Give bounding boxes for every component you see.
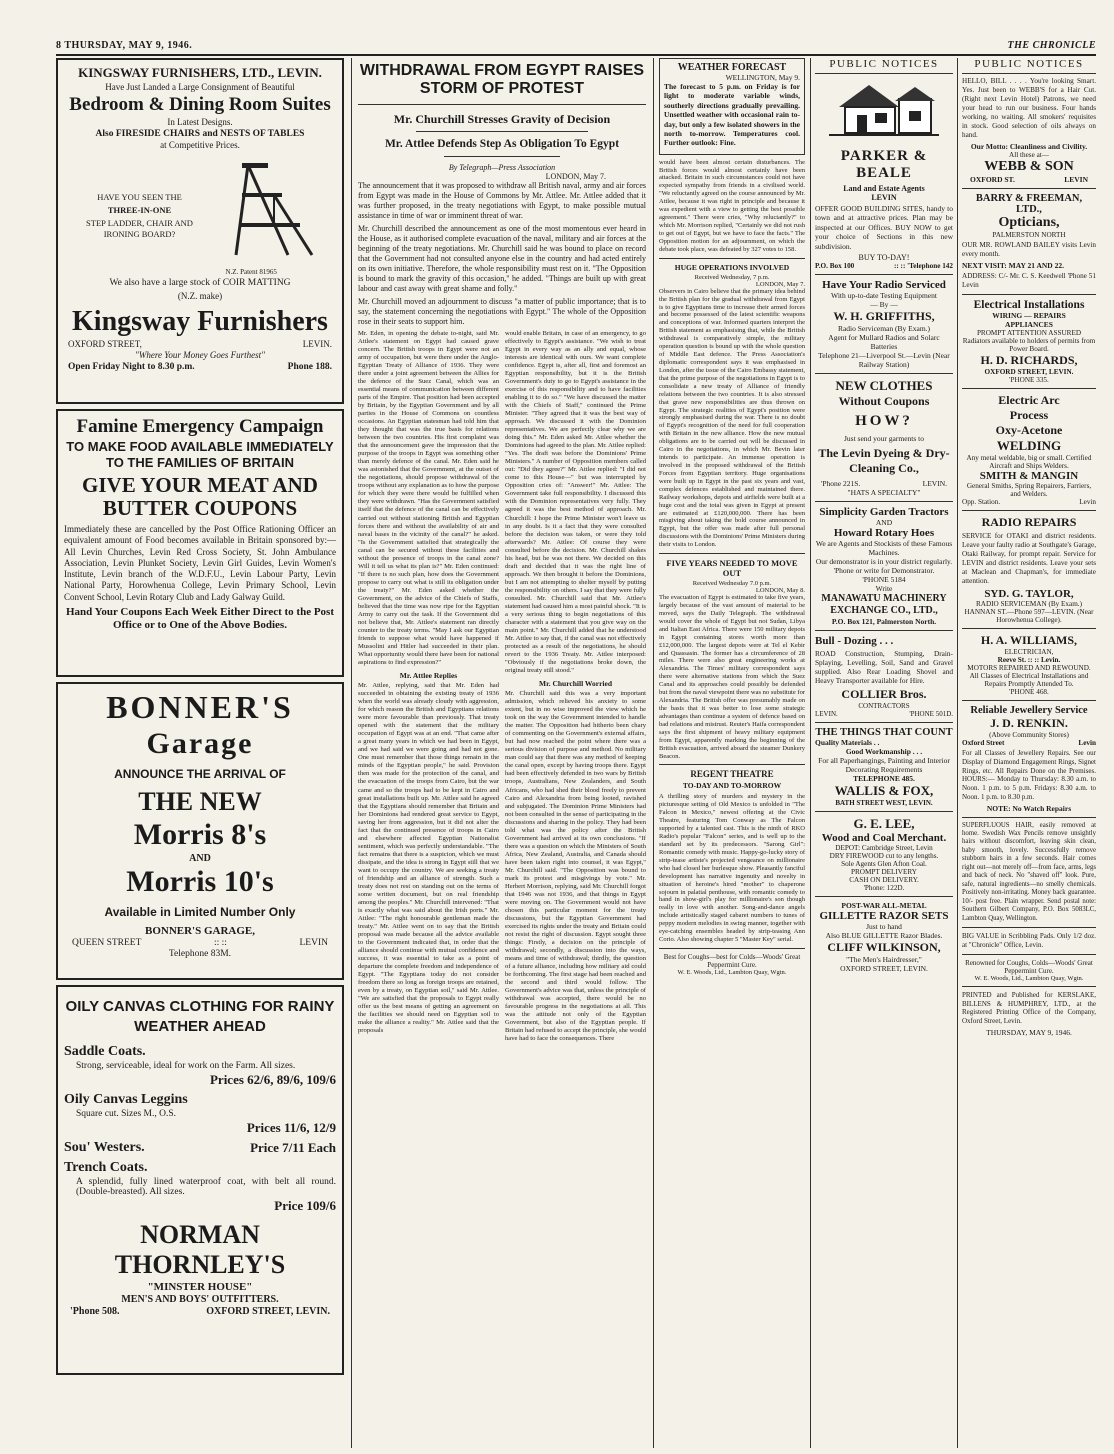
tractors-write: Write bbox=[875, 583, 893, 593]
ge-lee-cash: CASH ON DELIVERY. bbox=[849, 876, 919, 885]
masthead-date: 8 THURSDAY, MAY 9, 1946. bbox=[56, 40, 193, 51]
thornley-addr: OXFORD STREET, LEVIN. bbox=[206, 1306, 330, 1317]
article-subhead-attlee: Mr. Attlee Replies bbox=[399, 671, 458, 681]
tractors-demonstrator: Our demonstrator is in your district regularly. bbox=[815, 556, 953, 566]
electrical-appliances: APPLIANCES bbox=[1005, 320, 1053, 329]
article-subcolumn-left bbox=[358, 330, 499, 1047]
bonner-l3: ANNOUNCE THE ARRIVAL OF bbox=[114, 767, 286, 781]
thornley-sub: MEN'S AND BOYS' OUTFITTERS. bbox=[121, 1294, 279, 1305]
smith-mangin-sub: General Smiths, Spring Repairers, Farriers, and Welders. bbox=[966, 482, 1092, 498]
bonner-l9: BONNER'S GARAGE, bbox=[144, 925, 256, 937]
article-deck2: Mr. Attlee Defends Step As Obligation To Egypt bbox=[384, 137, 620, 150]
oily-item1-price: Prices 62/6, 89/6, 109/6 bbox=[209, 1072, 336, 1087]
column-rule-3 bbox=[810, 58, 811, 1448]
webb-son-name: WEBB & SON bbox=[984, 159, 1074, 174]
ge-lee-depot: DEPOT: Cambridge Street, Levin bbox=[835, 844, 933, 853]
article-para3: Mr. Churchill moved an adjournment to discuss "a matter of public importance; that is to say, the statement concerning the negotiations with Egypt." The whole of the Opposition rose in their seats to support him. bbox=[358, 296, 646, 326]
kingsway-phone: Phone 188. bbox=[287, 362, 332, 373]
article-body-col1: Mr. Eden, in opening the debate to-night, said Mr. Attlee's statement on Egypt had caused grave concern. The British troops in Egypt were not an army of occupation, but were there under the Anglo-Egyptian Treaty of Alliance of 1936. They were there under a joint agreement between the Allies for the defence of the Suez Canal, which was an essential means of communication between different parts of the Empire. That position had been accepted by Britain, by the Egyptian Government and by all parties in the House of Commons on countless occasions. An Egyptian statesman had told him that they thought that was the true basis for relations between the two countries. His first complaint was that the announcement gave the impression that the purpose of the troops in Egypt was something other than merely defence of the canal. Mr. Eden said he was astonished that the Government, at the outset of the negotiations, should propose withdrawal of the troops without any explanation as to how the purpose for which they were there would be fulfilled when they were withdrawn. "Has the Government satisfied itself that the defence of the canal can be effectively carried out without stationing British and Egyptian forces there and without the availability of air and naval bases in the vicinity of the canal?" he asked. "Is the Government satisfied that strategically the canal can be secured without these facilities and without the presence of troops in the canal zone? Will it tell us what its plan is?" Mr. Eden continued: "If there is no such plan, how does the Government propose to carry out what is still its obligation under the treaty?" Mr. Eden asked whether the Government, on the advice of the Chiefs of Staffs, believed that the time was now ripe for the Egyptian Army to carry out the task. If the Government did not believe that, Mr. Attlee's statement ran directly counter to the treaty terms. "May I ask our Egyptian friends to suppose what would have happened if Mussolini and Hitler had succeeded in their plan. What opportunity would there have been for national aspirations to find expression?" bbox=[358, 329, 500, 667]
oily-item2-desc: Square cut. Sizes M., O.S. bbox=[76, 1109, 177, 1119]
ha-williams-title: ELECTRICIAN, bbox=[1004, 648, 1054, 656]
new-clothes-how: HOW? bbox=[855, 412, 913, 429]
famine-sub1: TO MAKE FOOD AVAILABLE IMMEDIATELY bbox=[66, 439, 334, 454]
masthead-title: THE CHRONICLE bbox=[1007, 40, 1096, 51]
barry-freeman-address: ADDRESS: C/- Mr. C. S. Keedwell 'Phone 51 Levin bbox=[962, 272, 1096, 289]
oily-title: OILY CANVAS CLOTHING FOR RAINY WEATHER AHEAD bbox=[65, 998, 335, 1035]
barry-freeman-town: PALMERSTON NORTH bbox=[992, 231, 1066, 239]
bonner-phone: Telephone 83M. bbox=[168, 949, 232, 959]
article-para2: Mr. Churchill described the announcement as one of the most momentous ever heard in the House, as it authorised complete evacuation of the naval, military and air forces at the beginning of the treaty negotiations. Mr. Churchill said he was bound to place on record that the Government had not consulted anyone else in the country and had acted entirely on its own initiative. Therefore, the whole responsibility must rest on it. "The Opposition is bound to mark the gravity of this occasion," he added. "Things are built up with great labour and cast away with great shame and folly." bbox=[358, 223, 646, 293]
famine-foot: Hand Your Coupons Each Week Either Direct to the Post Office or to One of the Above Bodies. bbox=[66, 605, 334, 632]
things-telephone: TELEPHONE 485. bbox=[853, 774, 915, 784]
famine-campaign-ad bbox=[56, 409, 344, 677]
five-years-received: Received Wednesday 7.0 p.m. bbox=[692, 580, 772, 588]
bonner-l8: Available in Limited Number Only bbox=[104, 905, 296, 919]
cliff-wilkinson-addr: OXFORD STREET, LEVIN. bbox=[840, 964, 928, 974]
ge-lee-agents: Sole Agents Glen Afton Coal. bbox=[841, 860, 927, 869]
superfluous-hair-notice: SUPERFLUOUS HAIR, easily removed at home. Swedish Wax Pencils remove unsightly hairs without discomfort, leaving skin clean, baby smooth, lovely. Successfully remove stubborn hairs in a few seconds. Hair comes right out—not merely off—from face, arms, legs and back of neck. No "shaved off" look. Pure, safe, natural ingredients—no smelly chemicals. Positively non-irritating. Money back guarantee. 10/- post free. Plain wrapper. Send postal note: Southern Gilbert Company, P.O. Box 5083LC, Lambton Quay, Wellington. bbox=[962, 821, 1096, 922]
step-ladder-illustration bbox=[228, 155, 324, 263]
weather-dateline: WELLINGTON, May 9. bbox=[725, 73, 800, 82]
ha-williams-name: H. A. WILLIAMS, bbox=[980, 633, 1078, 647]
smith-mangin-station: Opp. Station. bbox=[962, 498, 1001, 506]
woods-cure-notice: Best for Coughs—best for Colds—Woods' Great Peppermint Cure. bbox=[663, 952, 801, 969]
jd-renkin-town: Levin bbox=[1078, 739, 1096, 747]
regent-theatre-title: REGENT THEATRE bbox=[690, 769, 774, 780]
levin-dyeing-phone: 'Phone 221S. bbox=[821, 478, 861, 488]
huge-operations-heading: HUGE OPERATIONS INVOLVED bbox=[674, 262, 790, 272]
bonner-l6: AND bbox=[189, 853, 211, 864]
radio-service-title: Have Your Radio Serviced bbox=[822, 278, 946, 291]
electrical-wiring: WIRING — REPAIRS bbox=[992, 311, 1066, 320]
new-clothes-sub: Without Coupons bbox=[838, 393, 930, 408]
parker-beale-phone: :: :: 'Telephone 142 bbox=[893, 261, 953, 270]
thornley-phone: 'Phone 508. bbox=[70, 1306, 120, 1317]
ads-column-left bbox=[56, 58, 344, 1380]
manawatu-machinery-box: P.O. Box 121, Palmerston North. bbox=[831, 616, 937, 626]
public-notices-header-2: PUBLIC NOTICES bbox=[962, 58, 1096, 74]
article-para1: The announcement that it was proposed to withdraw all British naval, army and air forces from Egypt was made in the House of Commons by Mr. Attlee. Mr. Attlee added that it was further proposed, in the treaty negotiations with Egypt, to make possible mutual assistance in time of war or imminent threat of war. bbox=[358, 180, 646, 220]
kingsway-q1: HAVE YOU SEEN THE bbox=[97, 191, 182, 202]
article-subhead-churchill: Mr. Churchill Worried bbox=[539, 679, 612, 689]
bonner-l5: Morris 8's bbox=[133, 818, 267, 851]
oily-item4: Trench Coats. bbox=[64, 1160, 148, 1175]
electrical-radiators: Radiators available to holders of permits from Power Board. bbox=[962, 337, 1096, 353]
kingsway-ad bbox=[56, 58, 344, 404]
article-headline: WITHDRAWAL FROM EGYPT RAISES STORM OF PROTEST bbox=[358, 58, 646, 105]
wallis-fox-addr: BATH STREET WEST, LEVIN. bbox=[835, 799, 933, 808]
masthead bbox=[56, 38, 1096, 56]
jd-renkin-street: Oxford Street bbox=[962, 739, 1005, 747]
barry-freeman-opticians: Opticians, bbox=[998, 215, 1060, 230]
kingsway-open-hours: Open Friday Night to 8.30 p.m. bbox=[68, 362, 195, 373]
famine-sub2: TO THE FAMILIES OF BRITAIN bbox=[105, 455, 295, 470]
public-notices-column-2 bbox=[962, 58, 1096, 1037]
parker-beale-box: P.O. Box 100 bbox=[815, 261, 855, 270]
tractors-phone: 'PHONE 5184 bbox=[862, 574, 906, 584]
famine-big: GIVE YOUR MEAT AND BUTTER COUPONS bbox=[82, 473, 318, 521]
cliff-wilkinson-title: "The Men's Hairdresser," bbox=[846, 955, 922, 965]
gillette-postwar: POST-WAR ALL-METAL bbox=[841, 901, 927, 911]
printer-imprint: PRINTED and Published for KERSLAKE, BILLENS & HUMPHREY, LTD., at the Registered Printing Office of the Company, Oxford Street, Levin. bbox=[962, 990, 1096, 1026]
gillette-blades: Also BLUE GILLETTE Razor Blades. bbox=[825, 931, 943, 941]
kingsway-addr-street: OXFORD STREET, bbox=[68, 338, 142, 349]
kingsway-patent: N.Z. Patent 81965 bbox=[225, 267, 277, 276]
ge-lee-title: Wood and Coal Merchant. bbox=[821, 832, 947, 845]
hd-richards-name: H. D. RICHARDS, bbox=[980, 353, 1078, 367]
woods-cure-address-2: W. E. Woods, Ltd., Lambton Quay, Wgtn. bbox=[974, 974, 1084, 982]
weather-body: The forecast to 5 p.m. on Friday is for light to moderate variable winds, southerly directions gradually prevailing. Unsettled weather with occasional rain to-day, but only a few isolated showers in the north to-morrow. Temperatures cool. Further outlook: Fine. bbox=[664, 82, 800, 148]
gillette-title: GILLETTE RAZOR SETS bbox=[819, 910, 949, 923]
bonner-addr-street: QUEEN STREET bbox=[72, 938, 142, 948]
griffiths-title: Radio Serviceman (By Exam.) bbox=[837, 323, 931, 333]
parker-beale-body: OFFER GOOD BUILDING SITES, handy to town and at attractive prices. Plan may be inspected at our Offices. BUY NOW to get your choice of Sections in this new subdivision. bbox=[815, 204, 953, 251]
electrical-installations-title: Electrical Installations bbox=[973, 299, 1085, 311]
huge-operations-dateline: LONDON, May 7. bbox=[755, 280, 805, 288]
tractors-and: AND bbox=[875, 517, 893, 527]
levin-dyeing-hats: "HATS A SPECIALTY" bbox=[847, 487, 921, 497]
kingsway-line2: In Latest Designs. bbox=[167, 116, 233, 127]
barry-freeman-name: BARRY & FREEMAN, LTD., bbox=[975, 193, 1083, 215]
barry-freeman-visit: OUR MR. ROWLAND BAILEY visits Levin every month. bbox=[962, 241, 1096, 258]
article-body-col2b: Mr. Churchill said this was a very important admission, which relieved his anxiety to some extent, but in no wise improved the view which he took on the way the Government intended to handle the matter. The Opposition had hitherto been chary of commenting on the Government's external affairs, but had now reached the point where there was a serious division of purpose and method. No military man could say that there was any method of keeping the canal open, except by having troops there. Egypt had been effectively defended in two wars by British troops, Australians, New Zealanders, and South Africans, who had shed their blood freely to prevent Cairo and Alexandria from being looted, ravished and subjugated. The Dominion Prime Ministers had not been consulted in the sense of participating in the discussions and sharing in the policy. They had been told what was the policy after the British Government had arrived at its own conclusions. "If there was a question on which the Ministers of South Africa, New Zealand, Australia, and Canada should have been taken right into counsel, it was Egypt," Mr. Churchill said. "The Opposition was bound to mark its protest and misgivings by vote." Mr. Herbert Morrison, replying, said Mr. Churchill forgot that 1946 was not 1936, and that things in Egypt were moving on. The Government would not have chosen this particular moment for the treaty discussions, but the Egyptian Government had exercised its rights under the treaty and Britain could not resist the right of discussion. Egypt sought three things: Firstly, a decision on the principle of withdrawal; secondly, a discussion into the ways, means and time of withdrawal; thirdly, the question of a future alliance, including how military aid could be forthcoming. The first stage had been reached and the second and third would follow. The Government's advice was that, unless the principle of withdrawal was accepted, there would be no favourable progress in the negotiations at all. This was the attitude not only of the Egyptian Government, but also of the Egyptian people. If Britain had refused to accept the principle, she would have had to face the consequences. There bbox=[505, 690, 646, 1043]
tractors-phone-or-write: 'Phone or write for Demonstrator. bbox=[833, 565, 935, 575]
bull-dozing-body: ROAD Construction, Stumping, Drain-Splaying, Levelling, Soil, Sand and Gravel supplied. Also Rear Loading Shovel and Heavy Transporter available for Hire. bbox=[815, 648, 953, 686]
webb-all-these: All these at— bbox=[1009, 151, 1049, 159]
public-notices-column-1 bbox=[815, 58, 953, 973]
things-workmanship: Good Workmanship . . . bbox=[845, 747, 923, 757]
ha-williams-motors: MOTORS REPAIRED AND REWOUND. bbox=[967, 664, 1091, 672]
kingsway-addr-town: LEVIN. bbox=[302, 338, 332, 349]
bull-dozing-title: Bull - Dozing . . . bbox=[815, 634, 894, 647]
hd-richards-phone: 'PHONE 335. bbox=[1009, 376, 1049, 384]
article-continued: would have been almost certain disturbances. The British forces would almost certainly have been attacked. Britain in such circumstances could not have expected sympathy from friends in a civilised world. "We reluctantly agreed on the course announced by Mr. Attlee, because it was right in principle and because it was expedient with a view to getting the best possible agreement." There were cries, "Why reluctantly?" to which Mr. Morrison replied, "Certainly we did not rush to get out of Egypt, but we have to face the facts." The Opposition motion for an adjournment, on which the debate took place, was defeated by 327 votes to 158. bbox=[659, 158, 805, 253]
huge-operations-body: Observers in Cairo believe that the primary idea behind the British plan for the gradual withdrawal from Egypt is to give Egyptians time to increase their armed forces and become possessed of the latest scientific weapons and conceptions of war. Informed quarters interpret the British statement as emphasising that, while the British withdrawal is comparatively simple, the military operation question is bound up with the whole question of Middle East defence. The Press Association's diplomatic correspondent says it was emphasised in London, after the issue of the Cairo Embassy statement, that the prime purpose of the negotiations in Egypt is to consolidate a new treaty of Alliance of friendly relations between the two countries. It is also stressed that grave new responsibilities are thus thrown on Egypt. The strategic realities of Egypt's position were strongly emphasised during the war. There is no doubt of Egypt's recognition of the need for full cooperation with Britain in the new alliance. How the new mutual obligations are to be carried out will be discussed in Cairo in the negotiations, in which Mr. Bevin later intends to participate. An immense operation is involved in the proposed withdrawal of the British Forces from Egyptian territory. Huge organisations were built up in Egypt in the past six years and vast, complex defences established and maintained there. Railway workshops, depots and airfields were built at a huge cost and the total was given in Egypt at present are estimated at £120,000,000. There has been misgiving about taking the bold course announced in Egypt, but the offer was made after full personal discussions with the Dominions' Prime Ministers during their visits to London. bbox=[659, 287, 805, 549]
oxy-acetone: Oxy-Acetone bbox=[995, 423, 1063, 437]
article-body-col2: would enable Britain, in case of an emergency, to go effectively to Egypt's assistance. "We wish to treat Egypt in every way as an ally and equal, whose interests are identical with ours. We want complete confidence. Egypt is, after all, first and foremost an Egyptian responsibility, but it is the British Government's duty to go to Egypt's assistance in the exercise of this responsibility and to have facilities enabling it to do so." "We have discussed the matter with the Chiefs of Staff," continued the Prime Minister. "They agreed that it was the best way of approach. We discussed it with the Dominion representatives. We are perfectly clear why we are doing this." Mr. Eden asked Mr. Attlee whether the Dominions had agreed to the plan. Mr. Attlee replied: "Yes. The draft was before the Dominions' Prime Ministers." A number of Opposition members called out: "Did they agree?" Mr. Attlee replied: "I did not come to this House—" but was interrupted by Opposition cries of: "Answer!" Mr. Attlee: The Government take full responsibility. I discussed this with the Dominion representatives very fully. They agreed it was the best method of approach. Mr. Churchill: I hope the Prime Minister won't leave us in any doubt. Is it a fact that they were consulted before the decision was taken, or were they told afterwards? Mr. Attlee: Of course they were consulted before the decision. Mr. Churchill shakes his head, but he was not there. We decided on this draft and decided that it was the right line of approach. We then brought it before the Dominions, but I am not attempting to shelter myself by putting the responsibility on others. I say that they were fully consulted. Mr. Churchill said that Mr. Attlee's statement had caused him a most painful shock. "It is a very serious thing to begin negotiations of this character with a statement that you give way on the main point." Mr. Churchill added that he understood Mr. Attlee to say that, if the canal was not effectively protected as a result of the negotiations, he should revert to the 1936 Treaty. Mr. Attlee interposed: "Obviously if the negotiations broke down, the original treaty still stood." bbox=[505, 329, 646, 675]
things-quality: Quality Materials . . bbox=[815, 738, 880, 748]
things-that-count-title: THE THINGS THAT COUNT bbox=[815, 727, 953, 739]
new-clothes-send: Just send your garments to bbox=[844, 433, 924, 443]
jd-renkin-body: For all Classes of Jewellery Repairs. See our Display of Diamond Engagement Rings, Signet Rings, etc. All Repairs Done on the Premises. HOURS:— Monday to Thursday: 8.30 a.m. to Noon. 1 p.m. to 5 p.m. Fridays: 8.30 a.m. to Noon. 1 p.m. to 8.30 p.m. bbox=[962, 749, 1096, 801]
kingsway-brand: Kingsway Furnishers bbox=[72, 305, 328, 337]
jewellery-title: Reliable Jewellery Service bbox=[970, 705, 1088, 716]
electrical-prompt: PROMPT ATTENTION ASSURED bbox=[976, 329, 1082, 337]
five-years-dateline: LONDON, May 8. bbox=[755, 587, 805, 595]
kingsway-line5: We also have a large stock of COIR MATTING bbox=[109, 278, 291, 289]
barry-freeman-next-visit: NEXT VISIT: MAY 21 AND 22. bbox=[962, 261, 1064, 270]
five-years-heading: FIVE YEARS NEEDED TO MOVE OUT bbox=[666, 558, 798, 579]
tractors-agents: We are Agents and Stockists of these Famous Machines. bbox=[815, 538, 953, 557]
parker-beale-sub: Land and Estate Agents bbox=[843, 184, 925, 193]
radio-repairs-title: RADIO REPAIRS bbox=[981, 515, 1077, 529]
wallis-fox-name: WALLIS & FOX, bbox=[834, 783, 934, 799]
weather-box bbox=[659, 58, 805, 155]
new-clothes-title: NEW CLOTHES bbox=[835, 377, 933, 393]
ge-lee-firewood: DRY FIREWOOD cut to any lengths. bbox=[829, 852, 939, 861]
ge-lee-name: G. E. LEE, bbox=[853, 816, 915, 832]
radio-service-sub: With up-to-date Testing Equipment bbox=[831, 290, 937, 300]
thornley-store: "MINSTER HOUSE" bbox=[147, 1281, 253, 1293]
bonner-garage-ad bbox=[56, 682, 344, 980]
kingsway-line3: Also FIRESIDE CHAIRS and NESTS OF TABLES bbox=[95, 128, 305, 139]
syd-taylor-title: RADIO SERVICEMAN (By Exam.) bbox=[975, 600, 1083, 608]
radio-service-by: — By — bbox=[870, 299, 898, 309]
bonner-addr-sep: :: :: bbox=[213, 938, 227, 948]
famine-body: Immediately these are cancelled by the Post Office Rationing Officer an equivalent amount of Food becomes available in Britain sponsored by:—All Levin Churches, Levin Red Cross Society, St. John Ambulance Association, Levin Plunket Society, Levin Girl Guides, Levin Women's Institute, Levin branch of the W.D.F.U., Levin Labour Party, Levin National Party, Horowhenua College, Levin Primary School, Levin Convent School, Levin Rotary Club and Lady Galway Guild. bbox=[64, 524, 336, 602]
oily-item3-price: Price 7/11 Each bbox=[250, 1140, 336, 1155]
news-column bbox=[659, 58, 805, 976]
kingsway-q4: IRONING BOARD? bbox=[103, 228, 176, 239]
huge-operations-received: Received Wednesday, 7 p.m. bbox=[694, 273, 770, 281]
house-illustration bbox=[829, 77, 939, 139]
collier-bros-contractors: CONTRACTORS bbox=[858, 702, 910, 711]
thornley-brand: NORMAN THORNLEY'S bbox=[114, 1220, 286, 1279]
kingsway-heading: Bedroom & Dining Room Suites bbox=[69, 93, 331, 115]
column-rule-2 bbox=[653, 58, 654, 1448]
radio-repairs-body: SERVICE for OTAKI and district residents. Leave your faulty radio at Southgate's Garage, Otaki Railway, for prompt repair. Service for LEVIN and district residents. Leave your sets at Maclean and Chapman's, for immediate attention. bbox=[962, 532, 1096, 585]
ha-williams-phone: 'PHONE 468. bbox=[1009, 688, 1049, 696]
webb-son-town: LEVIN bbox=[1064, 175, 1088, 184]
welding-title: WELDING bbox=[996, 438, 1062, 453]
oily-item2: Oily Canvas Leggins bbox=[64, 1092, 188, 1107]
webb-motto: Our Motto: Cleanliness and Civility. bbox=[970, 142, 1088, 151]
electric-arc-process: Process bbox=[1009, 408, 1049, 422]
kingsway-slogan: "Where Your Money Goes Furthest" bbox=[135, 350, 265, 361]
electric-arc-title: Electric Arc bbox=[998, 393, 1060, 407]
kingsway-line1: Have Just Landed a Large Consignment of Beautiful bbox=[105, 82, 295, 92]
griffiths-phone: Telephone 21—Liverpool St.—Levin (Near Railway Station) bbox=[818, 350, 950, 369]
griffiths-name: W. H. GRIFFITHS, bbox=[833, 308, 935, 323]
levin-dyeing-name: The Levin Dyeing & Dry-Cleaning Co., bbox=[818, 445, 950, 475]
hd-richards-addr: OXFORD STREET, LEVIN. bbox=[984, 368, 1074, 376]
welding-body: Any metal weldable, big or small. Certified Aircraft and Ships Welders. bbox=[966, 454, 1092, 470]
column-rule-4 bbox=[957, 58, 958, 1448]
article-deck1: Mr. Churchill Stresses Gravity of Decision bbox=[393, 111, 611, 126]
ge-lee-phone: 'Phone: 122D. bbox=[863, 884, 905, 893]
levin-dyeing-town: LEVIN. bbox=[922, 478, 947, 488]
ha-williams-addr: Reeve St. :: :: Levin. bbox=[997, 656, 1061, 664]
bonner-l1: BONNER'S bbox=[106, 689, 294, 725]
ha-williams-classes: All Classes of Electrical Installations and Repairs Promptly Attended To. bbox=[969, 672, 1089, 688]
kingsway-q3: STEP LADDER, CHAIR AND bbox=[86, 217, 193, 228]
article-subcolumn-right bbox=[505, 330, 646, 1047]
thornley-ad bbox=[56, 985, 344, 1375]
bonner-l7: Morris 10's bbox=[126, 865, 274, 898]
oily-item4-desc: A splendid, fully lined waterproof coat, with belt all round. (Double-breasted). All sizes. bbox=[76, 1177, 336, 1197]
article-body-col1b: Mr. Attlee, replying, said that Mr. Eden had succeeded in obtaining the existing treaty of 1936 when the world was already cloudy with aggression, for which reason the British and Egyptians relations were more favourable than previously. That treaty opened with the statement that the military occupation of Egypt was at an end. "That came after a great many years in which we had been in Egypt, and we had said we were going and had not gone. One must remember that those things remain in the minds of the Egyptian people," he said. Provision then was made for the protection of the canal, and the evacuation of the troops from Cairo, but the war came and so the troops had to be kept in Cairo and great installations built up. Mr. Attlee said he agreed that the Egyptians should remember that Britain and her Dominions had rendered great service to Egypt, saving her from aggression, but it did not alter the fact that the continued presence of troops in Cairo and elsewhere affected Egyptian Nationalist sentiment, which was perfectly understandable. "The fact remains that there is a suspicion, which we must dissipate, and the idea is strong in Egypt still that we want to occupy the country. We are seeking a treaty of friendship and an alliance of strength. Such a treaty does not rest on standing out on the terms of some written document, but on real friendship among the peoples." Mr. Churchill intervened: "That is exactly what was said about the Irish ports." Mr. Attlee: "The right honourable gentleman made the treaty." Mr. Attlee went on to say that the British proposal was made because all the advice available to the Government indicated that, in order that the alliance should continue with mutual confidence and success, it was essential to take as a point of departure the complete freedom and independence of Egypt. "The Egyptians today do not consider freedom there so long as foreign troops are retained, even by a treaty, on Egyptian soil," said Mr. Attlee. "We are satisfied that the proposals to Egypt really offer us the best means of getting an agreement on the facilities we should need on Egyptian soil to make the alliance a reality." Mr. Attlee said that the proposals bbox=[358, 682, 499, 1035]
famine-title: Famine Emergency Campaign bbox=[76, 416, 324, 437]
webb-body: HELLO, BILL . . . . You're looking Smart. Yes. Just been to WEBB'S for a Hair Cut. (Right next Levin Hotel) Patrons, we need your head to run our business. Four hands working, no waiting. All smokers' requisites in stock. Good selection of oils always on hand. bbox=[962, 77, 1096, 139]
parker-beale-buy: BUY TO-DAY! bbox=[858, 252, 910, 262]
regent-theatre-body: A thrilling story of murders and mystery in the picturesque setting of Old Mexico is unfolded in "The Falcon in Mexico," newest offering at the Civic Theatre, featuring Tom Conway as The Falcon supported by a talented cast. This is the ninth of RKO Radio's popular "Falcon" series, and is well up to the standard set by its predecessors. "Sarong Girl": Romantic comedy with music. Happy-go-lucky story of strip-tease artiste's projected vengeance on millionaire who had closed her burlesque show. Pleasantly fanciful development has narrative ingenuity and novelty in situation of heroine's hired "mother" to chaperone sojourn in palatial penthouse, with romantic comedy to hand in show-girl's play for millionaire's son though really in love with another. Song-and-dance angels include artistically staged cabaret numbers to tunes of peppy modern melodies in swing manner, together with eye-catching ensembles headed by strip-teasing Ann Corio. Also showing chapter 5 "Master Key" serial. bbox=[659, 793, 805, 944]
oily-item2-price: Prices 11/6, 12/9 bbox=[246, 1120, 336, 1135]
woods-cure-address: W. E. Woods, Ltd., Lambton Quay, Wgtn. bbox=[677, 968, 787, 976]
five-years-body: The evacuation of Egypt is estimated to take five years, largely because of the vast amount of material to be moved, says the Daily Telegraph. The withdrawal would cover the whole of Egypt but not Sudan, Libya and Italian East Africa. There were 150 military depots in Egypt containing stores worth more than £12,000,000. The largest depots were at Tel el Kebir and Quassasin. The former has a circumference of 28 miles. There were also great engineering works at Alexandria. The Times' military correspondent says there were alternative stations from which the Suez Canal and its approaches could possibly be defended but from the naval viewpoint there was no substitute for Alexandria. The British offer was presumably made on the basis that it was better to lose some strategic advantages than continue a system of defence based on bad relations and mistrust. Reuter's Haifa correspondent says the first shipment of heavy military equipment from Egypt, apparently marking the beginning of the British evacuation, arrived aboard the steamer Dunkery Beacon. bbox=[659, 594, 805, 760]
oily-item3: Sou' Westers. bbox=[64, 1140, 145, 1155]
griffiths-agent: Agent for Mullard Radios and Solarc Batteries bbox=[828, 332, 940, 351]
things-paperhangings: For all Paperhangings, Painting and Interior Decorating Requirements bbox=[818, 756, 950, 775]
woods-cure-notice-2: Renowned for Coughs, Colds—Woods' Great Peppermint Cure. bbox=[965, 958, 1093, 975]
smith-mangin-name: SMITH & MANGIN bbox=[979, 470, 1079, 482]
oily-item1-desc: Strong, serviceable, ideal for work on the Farm. All sizes. bbox=[76, 1061, 296, 1071]
lead-article bbox=[358, 58, 646, 1047]
kingsway-line4: at Competitive Prices. bbox=[160, 139, 240, 150]
ge-lee-prompt: PROMPT DELIVERY bbox=[851, 868, 917, 877]
jd-renkin-above: (Above Community Stores) bbox=[989, 731, 1069, 739]
public-notices-header-1: PUBLIC NOTICES bbox=[815, 58, 953, 74]
gillette-just: Just to hand bbox=[866, 922, 902, 932]
parker-beale-town: LEVIN bbox=[871, 193, 897, 202]
regent-theatre-sub: TO-DAY AND TO-MORROW bbox=[682, 781, 782, 791]
bonner-l4: THE NEW bbox=[138, 787, 262, 816]
printer-date: THURSDAY, MAY 9, 1946. bbox=[986, 1027, 1072, 1037]
jd-renkin-note: NOTE: No Watch Repairs bbox=[986, 803, 1072, 813]
smith-mangin-town: Levin bbox=[1079, 498, 1096, 506]
oily-item1: Saddle Coats. bbox=[64, 1044, 146, 1059]
weather-title: WEATHER FORECAST bbox=[677, 62, 787, 73]
bonner-addr-town: LEVIN bbox=[299, 938, 328, 948]
article-byline: By Telegraph—Press Association bbox=[448, 162, 556, 172]
cliff-wilkinson-name: CLIFF WILKINSON, bbox=[827, 940, 941, 955]
syd-taylor-addr: HANNAN ST.—Phone 597—LEVIN. (Near Horowhenua College). bbox=[964, 608, 1094, 624]
parker-beale-name: PARKER & BEALE bbox=[840, 148, 928, 181]
article-dateline: LONDON, May 7. bbox=[545, 171, 606, 181]
collier-bros-name: COLLIER Bros. bbox=[841, 687, 927, 702]
scribbling-pads-notice: BIG VALUE in Scribbling Pads. Only 1/2 doz. at "Chronicle" Office, Levin. bbox=[962, 932, 1096, 950]
rotary-hoes-title: Howard Rotary Hoes bbox=[833, 526, 935, 539]
bonner-l2: Garage bbox=[146, 727, 254, 760]
column-rule-1 bbox=[351, 58, 352, 1448]
manawatu-machinery-name: MANAWATU MACHINERY EXCHANGE CO., LTD., bbox=[821, 592, 947, 616]
oily-item4-price: Price 109/6 bbox=[274, 1198, 336, 1213]
syd-taylor-name: SYD. G. TAYLOR, bbox=[984, 588, 1074, 600]
webb-son-street: OXFORD ST. bbox=[970, 175, 1015, 184]
tractors-title: Simplicity Garden Tractors bbox=[819, 505, 949, 518]
collier-bros-town: LEVIN. bbox=[815, 710, 838, 719]
kingsway-title: KINGSWAY FURNISHERS, LTD., LEVIN. bbox=[78, 65, 322, 80]
kingsway-q2: THREE-IN-ONE bbox=[107, 204, 172, 215]
jd-renkin-name: J. D. RENKIN. bbox=[990, 716, 1068, 730]
collier-bros-phone: 'PHONE 501D. bbox=[909, 710, 953, 719]
kingsway-line6: (N.Z. make) bbox=[177, 290, 223, 301]
